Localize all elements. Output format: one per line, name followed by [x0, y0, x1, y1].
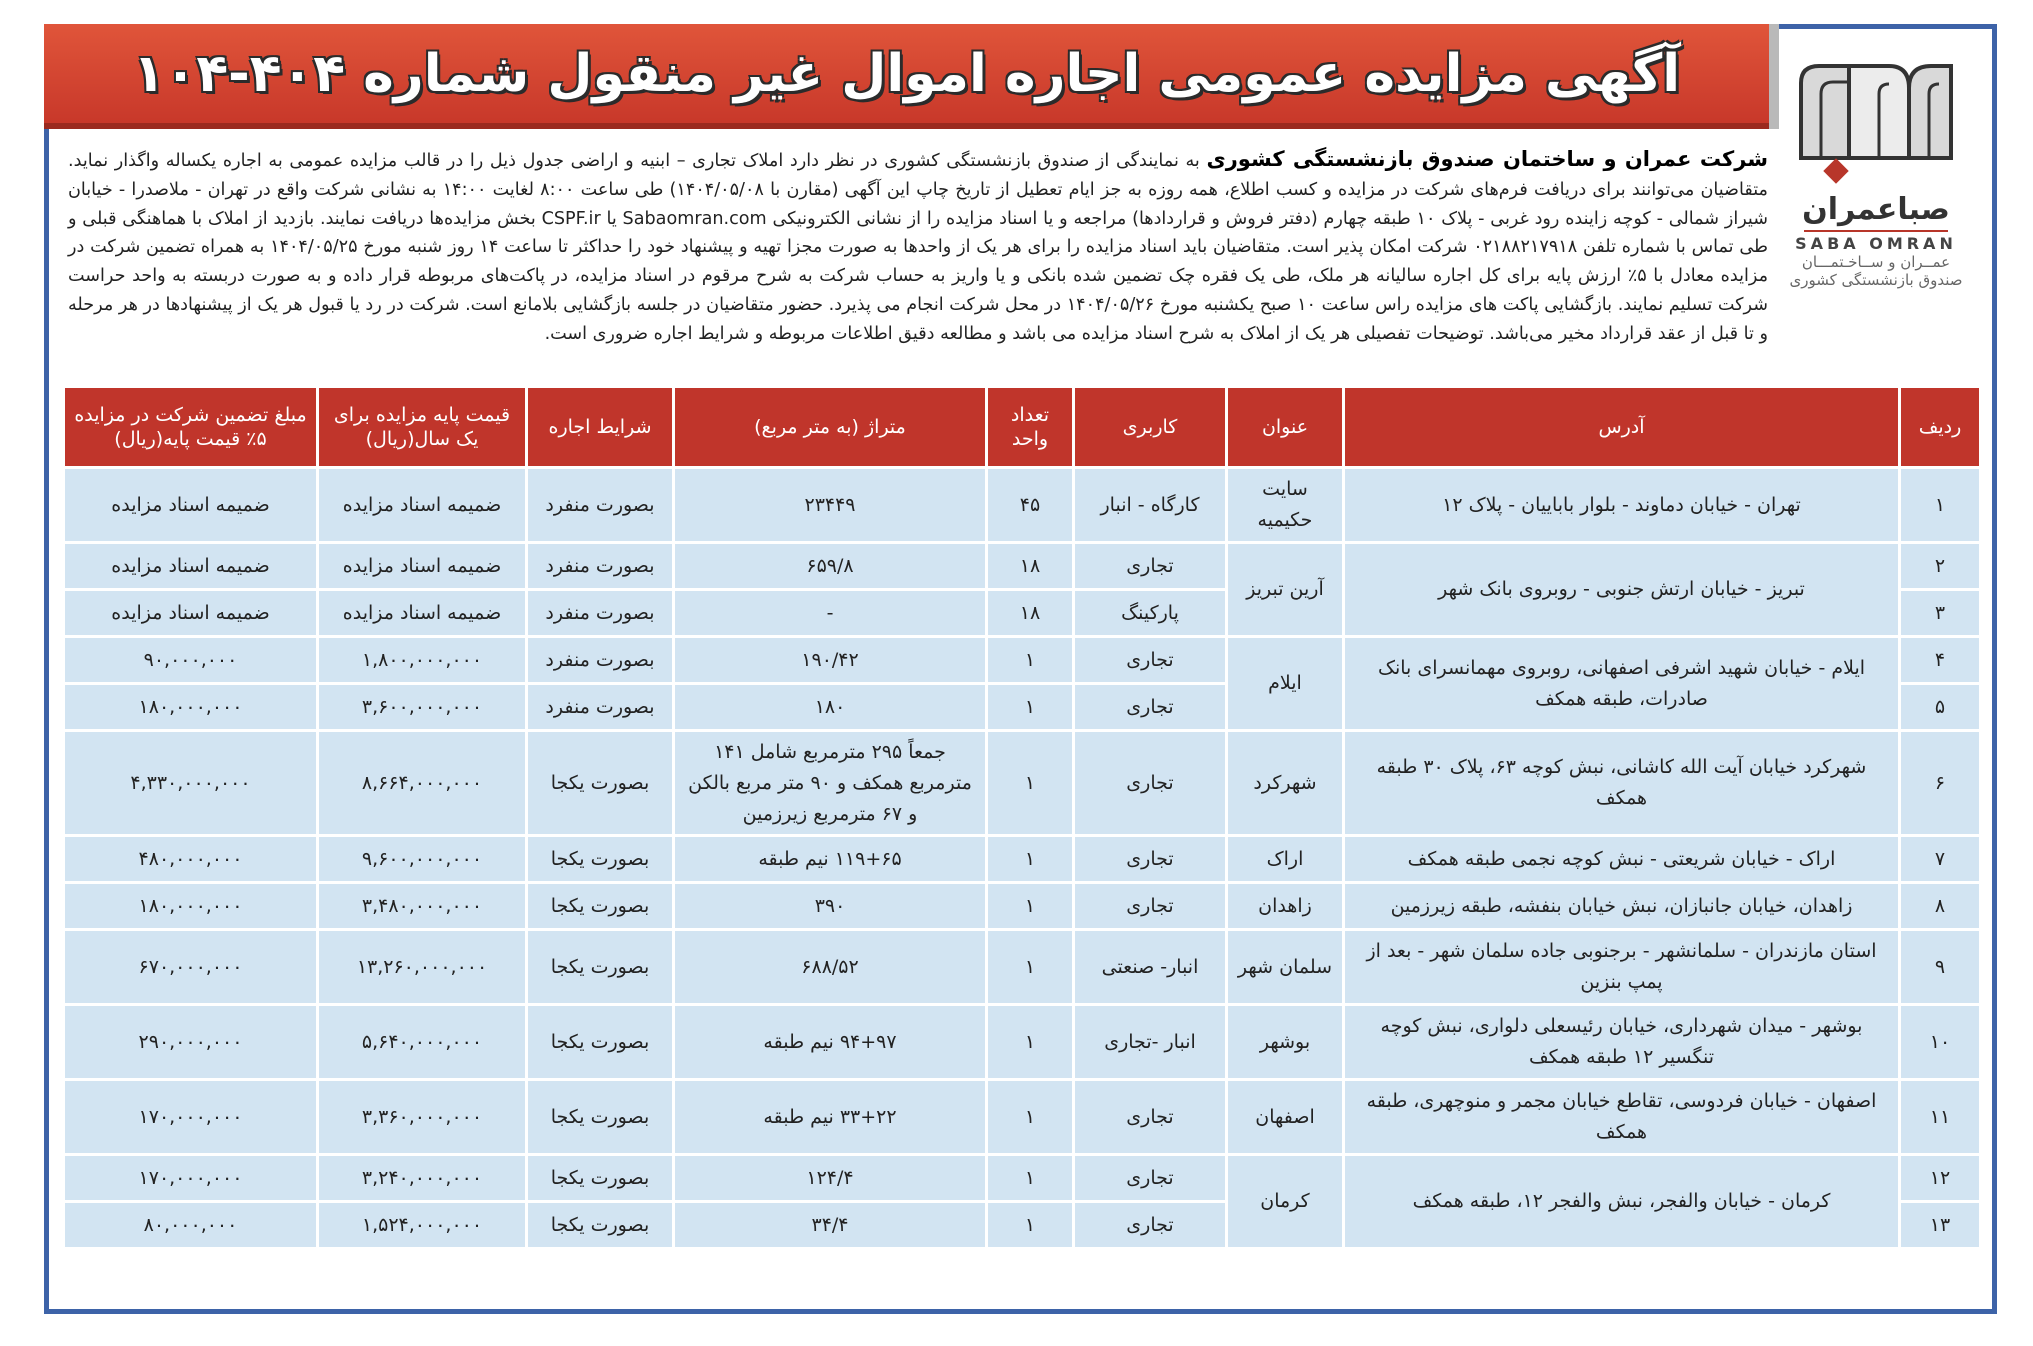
table-row — [65, 1156, 1979, 1200]
cell-row: ۱۱ — [1901, 1081, 1979, 1153]
cell-usage: پارکینگ — [1075, 591, 1225, 635]
cell-guarantee: ۲۹۰,۰۰۰,۰۰۰ — [65, 1006, 316, 1078]
header-usage: کاربری — [1075, 388, 1225, 466]
header-address: آدرس — [1345, 388, 1898, 466]
table-row — [65, 732, 1979, 834]
cell-base-price: ۱,۵۲۴,۰۰۰,۰۰۰ — [319, 1203, 525, 1247]
cell-guarantee: ۱۷۰,۰۰۰,۰۰۰ — [65, 1156, 316, 1200]
cell-guarantee: ۴۸۰,۰۰۰,۰۰۰ — [65, 837, 316, 881]
cell-title: اصفهان — [1228, 1081, 1342, 1153]
cell-terms: بصورت منفرد — [528, 638, 672, 682]
cell-usage: تجاری — [1075, 1156, 1225, 1200]
cell-usage: تجاری — [1075, 638, 1225, 682]
cell-row: ۲ — [1901, 544, 1979, 588]
cell-address: کرمان - خیابان والفجر، نبش والفجر ۱۲، طبقه همکف — [1345, 1156, 1898, 1247]
header-count: تعداد واحد — [988, 388, 1072, 466]
table-row — [65, 638, 1979, 682]
cell-guarantee: ۸۰,۰۰۰,۰۰۰ — [65, 1203, 316, 1247]
banner-shadow — [1769, 24, 1779, 129]
cell-count: ۱ — [988, 638, 1072, 682]
cell-count: ۱ — [988, 685, 1072, 729]
cell-address: استان مازندران - سلمانشهر - برجنوبی جاده سلمان شهر - بعد از پمپ بنزین — [1345, 931, 1898, 1003]
cell-address: شهرکرد خیابان آیت الله کاشانی، نبش کوچه ۶۳، پلاک ۳۰ طبقه همکف — [1345, 732, 1898, 834]
cell-title: بوشهر — [1228, 1006, 1342, 1078]
logo-persian-name: صباعمران — [1802, 192, 1950, 227]
intro-paragraph — [68, 145, 1768, 349]
cell-base-price: ۳,۲۴۰,۰۰۰,۰۰۰ — [319, 1156, 525, 1200]
cell-terms: بصورت یکجا — [528, 732, 672, 834]
cell-usage: انبار- صنعتی — [1075, 931, 1225, 1003]
header-area: متراژ (به متر مربع) — [675, 388, 985, 466]
cell-address: ایلام - خیابان شهید اشرفی اصفهانی، روبروی مهمانسرای بانک صادرات، طبقه همکف — [1345, 638, 1898, 729]
cell-usage: تجاری — [1075, 884, 1225, 928]
cell-usage: تجاری — [1075, 837, 1225, 881]
cell-guarantee: ضمیمه اسناد مزایده — [65, 469, 316, 541]
cell-address: بوشهر - میدان شهرداری، خیابان رئیسعلی دلواری، نبش کوچه تنگسیر ۱۲ طبقه همکف — [1345, 1006, 1898, 1078]
cell-guarantee: ۹۰,۰۰۰,۰۰۰ — [65, 638, 316, 682]
cell-title: زاهدان — [1228, 884, 1342, 928]
cell-row: ۴ — [1901, 638, 1979, 682]
cell-count: ۴۵ — [988, 469, 1072, 541]
cell-guarantee: ۱۸۰,۰۰۰,۰۰۰ — [65, 685, 316, 729]
logo-tagline-2: صندوق بازنشستگی کشوری — [1789, 271, 1963, 289]
header-guarantee: مبلغ تضمین شرکت در مزایده ۵٪ قیمت پایه(ریال) — [65, 388, 316, 466]
cell-base-price: ۳,۶۰۰,۰۰۰,۰۰۰ — [319, 685, 525, 729]
cell-terms: بصورت یکجا — [528, 931, 672, 1003]
cell-count: ۱ — [988, 1203, 1072, 1247]
cell-usage: انبار -تجاری — [1075, 1006, 1225, 1078]
cell-title: آرین تبریز — [1228, 544, 1342, 635]
cell-area: - — [675, 591, 985, 635]
cell-area: ۶۵۹/۸ — [675, 544, 985, 588]
cell-row: ۱۳ — [1901, 1203, 1979, 1247]
cell-row: ۵ — [1901, 685, 1979, 729]
cell-address: تهران - خیابان دماوند - بلوار باباییان - پلاک ۱۲ — [1345, 469, 1898, 541]
cell-row: ۹ — [1901, 931, 1979, 1003]
cell-row: ۷ — [1901, 837, 1979, 881]
cell-usage: کارگاه - انبار — [1075, 469, 1225, 541]
cell-count: ۱ — [988, 732, 1072, 834]
cell-terms: بصورت یکجا — [528, 1081, 672, 1153]
cell-area: ۹۴+۹۷ نیم طبقه — [675, 1006, 985, 1078]
cell-guarantee: ۶۷۰,۰۰۰,۰۰۰ — [65, 931, 316, 1003]
cell-terms: بصورت یکجا — [528, 884, 672, 928]
cell-title: شهرکرد — [1228, 732, 1342, 834]
cell-row: ۱ — [1901, 469, 1979, 541]
cell-terms: بصورت منفرد — [528, 544, 672, 588]
header-base-price: قیمت پایه مزایده برای یک سال(ریال) — [319, 388, 525, 466]
table-row — [65, 837, 1979, 881]
cell-base-price: ۱,۸۰۰,۰۰۰,۰۰۰ — [319, 638, 525, 682]
cell-base-price: ۳,۳۶۰,۰۰۰,۰۰۰ — [319, 1081, 525, 1153]
cell-row: ۶ — [1901, 732, 1979, 834]
page-title: آگهی مزایده عمومی اجاره اموال غیر منقول شماره ۴۰۴-۱۰۴ — [132, 43, 1681, 104]
cell-area: ۱۸۰ — [675, 685, 985, 729]
cell-count: ۱۸ — [988, 544, 1072, 588]
cell-count: ۱۸ — [988, 591, 1072, 635]
table-row — [65, 544, 1979, 588]
cell-area: ۱۱۹+۶۵ نیم طبقه — [675, 837, 985, 881]
cell-terms: بصورت منفرد — [528, 685, 672, 729]
table-row — [65, 884, 1979, 928]
auction-table — [62, 385, 1982, 1250]
cell-address: اصفهان - خیابان فردوسی، تقاطع خیابان مجمر و منوچهری، طبقه همکف — [1345, 1081, 1898, 1153]
logo-divider — [1804, 230, 1948, 232]
cell-base-price: ۹,۶۰۰,۰۰۰,۰۰۰ — [319, 837, 525, 881]
cell-base-price: ۱۳,۲۶۰,۰۰۰,۰۰۰ — [319, 931, 525, 1003]
cell-base-price: ۳,۴۸۰,۰۰۰,۰۰۰ — [319, 884, 525, 928]
logo-english-name: SABA OMRAN — [1795, 234, 1957, 253]
cell-address: اراک - خیابان شریعتی - نبش کوچه نجمی طبقه همکف — [1345, 837, 1898, 881]
cell-usage: تجاری — [1075, 1081, 1225, 1153]
company-name: شرکت عمران و ساختمان صندوق بازنشستگی کشوری — [1206, 147, 1768, 171]
cell-terms: بصورت یکجا — [528, 837, 672, 881]
table-row — [65, 1081, 1979, 1153]
cell-area: جمعاً ۲۹۵ مترمربع شامل ۱۴۱ مترمربع همکف و ۹۰ متر مربع بالکن و ۶۷ مترمربع زیرزمین — [675, 732, 985, 834]
cell-area: ۱۹۰/۴۲ — [675, 638, 985, 682]
cell-usage: تجاری — [1075, 544, 1225, 588]
cell-title: اراک — [1228, 837, 1342, 881]
cell-guarantee: ۴,۳۳۰,۰۰۰,۰۰۰ — [65, 732, 316, 834]
cell-guarantee: ضمیمه اسناد مزایده — [65, 591, 316, 635]
cell-area: ۶۸۸/۵۲ — [675, 931, 985, 1003]
company-logo — [1786, 58, 1966, 328]
intro-text: به نمایندگی از صندوق بازنشستگی کشوری در نظر دارد املاک تجاری – ابنیه و اراضی جدول ذیل را در قالب مزایده عمومی به اجاره یکساله واگذار نماید. متقاضیان می‌توانند برای دریافت فرم‌های شرکت در مزایده و کسب اطلاع، همه روزه به جز ایام تعطیل از تاریخ چاپ این آگهی (مقارن با ۱۴۰۴/۰۵/۰۸) طی ساعت ۸:۰۰ لغایت ۱۴:۰۰ به نشانی شرکت واقع در تهران - ملاصدرا - خیابان شیراز شمالی - کوچه زاینده رود غربی - پلاک ۱۰ طبقه چهارم (دفتر فروش و قراردادها) مراجعه و یا اسناد مزایده را از نشانی الکترونیکی Sabaomran.com یا CSPF.ir بخش مزایده‌ها دریافت نمایند. بازدید از املاک با هماهنگی قبلی و طی تماس با شماره تلفن ۰۲۱۸۸۲۱۷۹۱۸ شرکت امکان پذیر است. متقاضیان باید اسناد مزایده را برای هر یک از واحدها به صورت مجزا تهیه و پیشنهاد خود را حداکثر تا ساعت ۱۴ روز شنبه مورخ ۱۴۰۴/۰۵/۲۵ به همراه تضمین شرکت در مزایده معادل با ۵٪ ارزش پایه برای کل اجاره سالیانه هر ملک، طی یک فقره چک تضمین شده بانکی و یا واریز به حساب شرکت به شرح مرقوم در اسناد مزایده، در پاکت‌های مربوطه قرار داده و به صورت دربسته به واحد حراست شرکت تسلیم نمایند. بازگشایی پاکت های مزایده راس ساعت ۱۰ صبح یکشنبه مورخ ۱۴۰۴/۰۵/۲۶ در محل شرکت انجام می پذیرد. حضور متقاضیان در جلسه بازگشایی بلامانع است. شرکت در رد یا قبول هر یک از پیشنهادها در هر مرحله و تا قبل از عقد قرارداد مخیر می‌باشد. توضیحات تفصیلی هر یک از املاک به شرح اسناد مزایده می باشد و مطالعه دقیق اطلاعات مربوطه و شرایط اجاره ضروری است. — [68, 151, 1769, 344]
cell-area: ۳۳+۲۲ نیم طبقه — [675, 1081, 985, 1153]
cell-terms: بصورت منفرد — [528, 469, 672, 541]
cell-base-price: ضمیمه اسناد مزایده — [319, 544, 525, 588]
cell-base-price: ضمیمه اسناد مزایده — [319, 469, 525, 541]
cell-count: ۱ — [988, 1006, 1072, 1078]
logo-tagline-1: عمــران و ســاخـتمـــان — [1801, 253, 1951, 271]
cell-address: زاهدان، خیابان جانبازان، نبش خیابان بنفشه، طبقه زیرزمین — [1345, 884, 1898, 928]
cell-usage: تجاری — [1075, 732, 1225, 834]
cell-title: ایلام — [1228, 638, 1342, 729]
cell-count: ۱ — [988, 837, 1072, 881]
cell-base-price: ضمیمه اسناد مزایده — [319, 591, 525, 635]
cell-area: ۲۳۴۴۹ — [675, 469, 985, 541]
cell-guarantee: ضمیمه اسناد مزایده — [65, 544, 316, 588]
header-row-number: ردیف — [1901, 388, 1979, 466]
cell-guarantee: ۱۷۰,۰۰۰,۰۰۰ — [65, 1081, 316, 1153]
cell-base-price: ۵,۶۴۰,۰۰۰,۰۰۰ — [319, 1006, 525, 1078]
cell-count: ۱ — [988, 884, 1072, 928]
cell-usage: تجاری — [1075, 685, 1225, 729]
cell-title: کرمان — [1228, 1156, 1342, 1247]
cell-terms: بصورت یکجا — [528, 1006, 672, 1078]
cell-address: تبریز - خیابان ارتش جنوبی - روبروی بانک شهر — [1345, 544, 1898, 635]
cell-guarantee: ۱۸۰,۰۰۰,۰۰۰ — [65, 884, 316, 928]
header-title: عنوان — [1228, 388, 1342, 466]
cell-area: ۳۴/۴ — [675, 1203, 985, 1247]
cell-count: ۱ — [988, 1081, 1072, 1153]
cell-base-price: ۸,۶۶۴,۰۰۰,۰۰۰ — [319, 732, 525, 834]
cell-count: ۱ — [988, 1156, 1072, 1200]
cell-terms: بصورت یکجا — [528, 1156, 672, 1200]
cell-title: سایت حکیمیه — [1228, 469, 1342, 541]
cell-row: ۱۲ — [1901, 1156, 1979, 1200]
cell-row: ۱۰ — [1901, 1006, 1979, 1078]
table-row — [65, 1006, 1979, 1078]
cell-terms: بصورت یکجا — [528, 1203, 672, 1247]
table-header-row — [65, 388, 1979, 466]
table-row — [65, 931, 1979, 1003]
cell-count: ۱ — [988, 931, 1072, 1003]
cell-area: ۳۹۰ — [675, 884, 985, 928]
cell-usage: تجاری — [1075, 1203, 1225, 1247]
table-row — [65, 469, 1979, 541]
logo-mark-icon — [1791, 58, 1961, 188]
cell-area: ۱۲۴/۴ — [675, 1156, 985, 1200]
title-banner — [44, 24, 1769, 129]
header-terms: شرایط اجاره — [528, 388, 672, 466]
cell-row: ۸ — [1901, 884, 1979, 928]
cell-terms: بصورت منفرد — [528, 591, 672, 635]
cell-row: ۳ — [1901, 591, 1979, 635]
cell-title: سلمان شهر — [1228, 931, 1342, 1003]
